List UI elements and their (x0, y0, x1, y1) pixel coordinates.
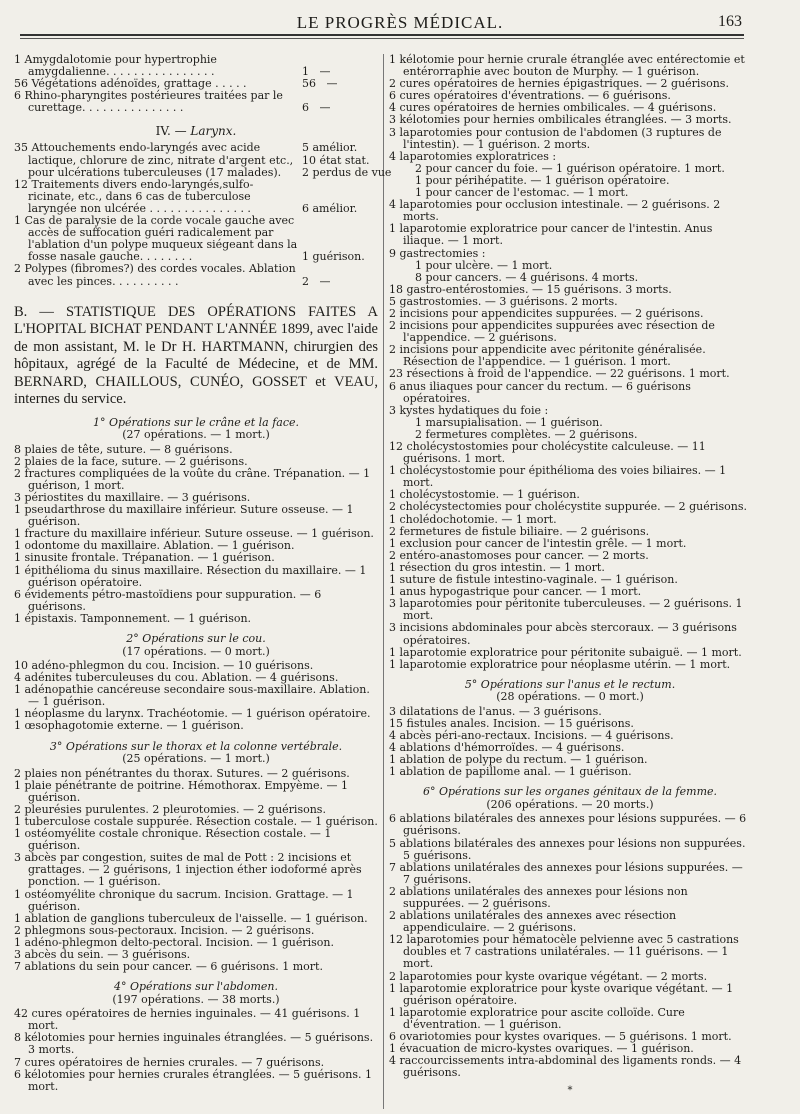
list-item: 3 dilatations de l'anus. — 3 guérisons. (389, 704, 602, 718)
list-item: 1 marsupialisation. — 1 guérison. (415, 415, 603, 429)
section-3-title: 3° Opérations sur le thorax et la colonne vertébrale. (49, 739, 343, 753)
section-1-list (14, 444, 378, 625)
list-item: 1 odontome du maxillaire. Ablation. — 1 guérison. (14, 539, 295, 553)
list-item: 4 laparotomies exploratrices : (389, 149, 557, 163)
section-3-heading (14, 741, 378, 766)
row-text: 56 Végétations adénoïdes, grattage . . . . . (14, 77, 247, 91)
list-item: 2 plaies non pénétrantes du thorax. Sutures. — 2 guérisons. (14, 766, 350, 780)
row-text: 1 Cas de paralysie de la corde vocale gauche avec accès de suffocation guéri radicalement par l'ablation d'un polype muqueux siégeant dans la fosse nasale gauche. . . . . . . . (14, 214, 298, 264)
list-item: 2 entéro-anastomoses pour cancer. — 2 morts. (389, 548, 649, 562)
list-item: 1 résection du gros intestin. — 1 mort. (389, 560, 605, 574)
list-item: 2 cures opératoires de hernies épigastriques. — 2 guérisons. (389, 77, 729, 91)
row-text: 2 Polypes (fibromes?) des cordes vocales. Ablation avec les pinces. . . . . . . . . . (14, 262, 296, 288)
list-item: 1 laparotomie exploratrice pour ascite colloïde. Cure d'éventration. — 1 guérison. (389, 1005, 685, 1031)
row-text: 12 Traitements divers endo-laryngés,sulfo-ricinate, etc., dans 6 cas de tuberculose laryngée non ulcérée . . . . . . . . . . . . . . . (14, 177, 254, 215)
list-item: 2 fermetures complètes. — 2 guérisons. (415, 427, 638, 441)
section-4-list-right (389, 54, 751, 671)
list-item: 3 incisions abdominales pour abcès stercoraux. — 3 guérisons opératoires. (389, 621, 737, 647)
header-rule-thin (20, 38, 744, 39)
list-item: 4 ablations d'hémorroïdes. — 4 guérisons. (389, 741, 625, 755)
list-item: 1 laparotomie exploratrice pour néoplasme utérin. — 1 mort. (389, 657, 731, 671)
row-result: 1 — (302, 65, 331, 79)
column-divider (383, 54, 384, 1109)
section-3-list (14, 768, 378, 974)
list-item: 2 plaies de la face, suture. — 2 guérisons. (14, 454, 248, 468)
row-result: 1 guérison. (302, 250, 365, 264)
list-item: 1 laparotomie exploratrice pour cancer de l'intestin. Anus iliaque. — 1 mort. (389, 222, 713, 248)
list-item: 6 cures opératoires d'éventrations. — 6 guérisons. (389, 89, 671, 103)
list-item: 1 ostéomyélite chronique du sacrum. Incision. Grattage. — 1 guérison. (14, 887, 354, 913)
list-item: 6 ablations bilatérales des annexes pour lésions suppurées. — 6 guérisons. (389, 812, 747, 838)
tabular-row (14, 90, 378, 114)
list-item: 7 ablations unilatérales des annexes pour lésions suppurées. — 7 guérisons. (389, 860, 743, 886)
list-item: 1 ostéomyélite costale chronique. Résection costale. — 1 guérison. (14, 827, 332, 853)
list-item: 2 fractures compliquées de la voûte du crâne. Trépanation. — 1 guérison, 1 mort. (14, 466, 371, 492)
list-item: 6 anus iliaques pour cancer du rectum. — 6 guérisons opératoires. (389, 379, 691, 405)
list-item: 1 laparotomie exploratrice pour péritonite subaiguë. — 1 mort. (389, 645, 742, 659)
list-item: 3 abcès du sein. — 3 guérisons. (14, 947, 191, 961)
larynx-heading-number: IV. — (155, 124, 191, 139)
list-item: 1 épistaxis. Tamponnement. — 1 guérison. (14, 611, 252, 625)
section-6-title: 6° Opérations sur les organes génitaux de la femme. (422, 785, 718, 799)
row-result: 5 amélior. 10 état stat. 2 perdus de vue (302, 141, 392, 179)
list-item: 1 adénopathie cancéreuse secondaire sous-maxillaire. Ablation. — 1 guérison. (14, 683, 370, 709)
list-item: 3 kélotomies pour hernies ombilicales étranglées. — 3 morts. (389, 113, 732, 127)
list-item: 2 fermetures de fistule biliaire. — 2 guérisons. (389, 524, 650, 538)
list-item: 1 néoplasme du larynx. Trachéotomie. — 1 guérison opératoire. (14, 707, 371, 721)
list-item: 2 pour cancer du foie. — 1 guérison opératoire. 1 mort. (415, 161, 725, 175)
list-item: 5 gastrostomies. — 3 guérisons. 2 morts. (389, 294, 618, 308)
tabular-row (14, 263, 378, 287)
section-5-count: (28 opérations. — 0 mort.) (496, 690, 644, 704)
section-2-list (14, 660, 378, 733)
list-item: 12 laparotomies pour hématocèle pelvienne avec 5 castrations doubles et 7 castrations unilatérales. — 11 guérisons. — 1 mort. (389, 933, 739, 971)
tabular-row (14, 141, 392, 179)
list-item: 7 ablations du sein pour cancer. — 6 guérisons. 1 mort. (14, 960, 323, 974)
list-item: 8 kélotomies pour hernies inguinales étranglées. — 5 guérisons. 3 morts. (14, 1031, 374, 1057)
list-item: 10 adéno-phlegmon du cou. Incision. — 10 guérisons. (14, 659, 314, 672)
section-1-count: (27 opérations. — 1 mort.) (122, 428, 270, 442)
page-header (0, 0, 800, 34)
list-item: 4 abcès péri-ano-rectaux. Incisions. — 4 guérisons. (389, 728, 674, 742)
larynx-heading-label: Larynx. (190, 124, 237, 139)
list-item: 4 cures opératoires de hernies ombilicales. — 4 guérisons. (389, 101, 717, 115)
list-item: 3 périostites du maxillaire. — 3 guérisons. (14, 490, 251, 504)
list-item: 5 ablations bilatérales des annexes pour lésions non suppurées. 5 guérisons. (389, 836, 746, 862)
list-item: 2 pleurésies purulentes. 2 pleurotomies. — 2 guérisons. (14, 802, 326, 816)
list-item: 2 phlegmons sous-pectoraux. Incision. — 2 guérisons. (14, 923, 315, 937)
list-item: 1 pour ulcère. — 1 mort. (415, 258, 553, 272)
section-4-heading (14, 981, 378, 1006)
list-item: 1 évacuation de micro-kystes ovariques. — 1 guérison. (389, 1042, 694, 1056)
list-item: 2 cholécystectomies pour cholécystite suppurée. — 2 guérisons. (389, 500, 747, 514)
section-2-title: 2° Opérations sur le cou. (126, 632, 266, 645)
row-text: 6 Rhino-pharyngites postérieures traitées par le curettage. . . . . . . . . . . . . . . (14, 89, 283, 115)
row-text: 35 Attouchements endo-laryngés avec acide lactique, chlorure de zinc, nitrate d'argent etc., pour ulcérations tuberculeuses (17 malades). (14, 141, 294, 179)
list-item: 7 cures opératoires de hernies crurales. — 7 guérisons. (14, 1055, 325, 1069)
list-item: 1 cholédochotomie. — 1 mort. (389, 512, 557, 526)
list-item: 1 ablation de polype du rectum. — 1 guérison. (389, 753, 648, 767)
list-item: 12 cholécystostomies pour cholécystite calculeuse. — 11 guérisons. 1 mort. (389, 440, 706, 466)
tabular-row (14, 54, 378, 78)
section-5-list (389, 706, 751, 779)
nose-treatments-list (14, 54, 378, 114)
list-item: 1 adéno-phlegmon delto-pectoral. Incision. — 1 guérison. (14, 935, 334, 949)
list-item: 9 gastrectomies : (389, 246, 486, 260)
list-item: 23 résections à froid de l'appendice. — 22 guérisons. 1 mort. (389, 367, 730, 381)
section-6-heading (389, 786, 751, 811)
section-6-list (389, 813, 751, 1079)
section-4-title: 4° Opérations sur l'abdomen. (114, 980, 278, 994)
list-item: 2 incisions pour appendicites suppurées. — 2 guérisons. (389, 306, 704, 320)
section-5-heading (389, 679, 751, 704)
list-item: 6 évidements pétro-mastoïdiens pour suppuration. — 6 guérisons. (14, 587, 322, 613)
list-item: 4 raccourcissements intra-abdominal des ligaments ronds. — 4 guérisons. (389, 1054, 742, 1080)
list-item: 8 pour cancers. — 4 guérisons. 4 morts. (415, 270, 639, 284)
list-item: 1 cholécystostomie. — 1 guérison. (389, 488, 580, 502)
list-item: 3 laparotomies pour péritonite tuberculeuses. — 2 guérisons. 1 mort. (389, 597, 743, 623)
section-4-list-left (14, 1008, 378, 1093)
larynx-heading (14, 124, 378, 138)
list-item: 2 laparotomies pour kyste ovarique végétant. — 2 morts. (389, 969, 708, 983)
list-item: 1 exclusion pour cancer de l'intestin grêle. — 1 mort. (389, 536, 687, 550)
journal-title: LE PROGRÈS MÉDICAL. (296, 13, 504, 32)
list-item: 2 incisions pour appendicites suppurées avec résection de l'appendice. — 2 guérisons. (389, 319, 715, 345)
left-column (14, 53, 392, 1093)
row-result: 56 — (302, 77, 338, 91)
list-item: 1 œsophagotomie externe. — 1 guérison. (14, 719, 244, 733)
list-item: 3 abcès par congestion, suites de mal de Pott : 2 incisions et grattages. — 2 guérisons, 1 injection éther iodoformé après ponction. — 1 guérison. (14, 851, 362, 889)
list-item: 1 suture de fistule intestino-vaginale. — 1 guérison. (389, 573, 678, 587)
list-item: 18 gastro-entérostomies. — 15 guérisons. 3 morts. (389, 282, 672, 296)
row-result: 2 — (302, 274, 331, 288)
list-item: 4 laparotomies pour occlusion intestinale. — 2 guérisons. 2 morts. (389, 198, 721, 224)
section-4-count: (197 opérations. — 38 morts.) (112, 992, 280, 1006)
list-item: 8 plaies de tête, suture. — 8 guérisons. (14, 442, 233, 456)
list-item: 6 ovariotomies pour kystes ovariques. — 5 guérisons. 1 mort. (389, 1030, 732, 1044)
list-item: 1 fracture du maxillaire inférieur. Suture osseuse. — 1 guérison. (14, 527, 374, 541)
row-result: 6 amélior. (302, 201, 358, 215)
list-item: 1 laparotomie exploratrice pour kyste ovarique végétant. — 1 guérison opératoire. (389, 981, 734, 1007)
list-item: 1 sinusite frontale. Trépanation. — 1 guérison. (14, 551, 275, 565)
section-1-title: 1° Opérations sur le crâne et la face. (92, 415, 300, 429)
list-item: 1 pseudarthrose du maxillaire inférieur. Suture osseuse. — 1 guérison. (14, 503, 354, 529)
list-item: 42 cures opératoires de hernies inguinales. — 41 guérisons. 1 mort. (14, 1007, 361, 1033)
list-item: 2 incisions pour appendicite avec péritonite généralisée. Résection de l'appendice. — 1 guérison. 1 mort. (389, 343, 706, 369)
list-item: 4 adénites tuberculeuses du cou. Ablation. — 4 guérisons. (14, 671, 339, 685)
list-item: 1 tuberculose costale suppurée. Résection costale. — 1 guérison. (14, 814, 378, 828)
section-5-title: 5° Opérations sur l'anus et le rectum. (464, 677, 676, 691)
larynx-treatments-list (14, 141, 392, 288)
row-result: 6 — (302, 101, 331, 115)
list-item: 1 anus hypogastrique pour cancer. — 1 mort. (389, 585, 642, 599)
section-1-heading (14, 417, 378, 442)
section-2-count: (17 opérations. — 0 mort.) (122, 644, 270, 658)
section-2-heading (14, 633, 378, 658)
list-item: 1 cholécystostomie pour épithélioma des voies biliaires. — 1 mort. (389, 464, 727, 490)
list-item: 2 ablations unilatérales des annexes pour lésions non suppurées. — 2 guérisons. (389, 884, 688, 910)
list-item: 1 ablation de ganglions tuberculeux de l'aisselle. — 1 guérison. (14, 911, 368, 925)
section-3-count: (25 opérations. — 1 mort.) (122, 752, 270, 766)
list-item: 1 pour cancer de l'estomac. — 1 mort. (415, 186, 629, 200)
list-item: 2 ablations unilatérales des annexes avec résection appendiculaire. — 2 guérisons. (389, 909, 677, 935)
list-item: 1 pour périhépatite. — 1 guérison opératoire. (415, 173, 670, 187)
statistics-paragraph: B. — STATISTIQUE DES OPÉRATIONS FAITES A L'HOPITAL BICHAT PENDANT L'ANNÉE 1899, avec l'aide de mon assistant, M. le Dr H. HARTMANN, chirurgien des hôpitaux, agrégé de la Faculté de Médecine, et de MM. BERNARD, CHAILLOUS, CUNÉO, GOSSET et VEAU, internes du service. (14, 303, 378, 408)
tabular-row (14, 179, 378, 215)
end-mark: * (567, 1085, 573, 1097)
list-item: 6 kélotomies pour hernies crurales étranglées. — 5 guérisons. 1 mort. (14, 1067, 372, 1093)
list-item: 1 ablation de papillome anal. — 1 guérison. (389, 765, 632, 779)
row-text: 1 Amygdalotomie pour hypertrophie amygdalienne. . . . . . . . . . . . . . . . (14, 53, 217, 79)
list-item: 1 kélotomie pour hernie crurale étranglée avec entérectomie et entérorraphie avec bouton de Murphy. — 1 guérison. (389, 53, 745, 79)
list-item: 3 kystes hydatiques du foie : (389, 403, 549, 417)
page-number: 163 (718, 13, 742, 30)
tabular-row (14, 215, 378, 263)
list-item: 1 épithélioma du sinus maxillaire. Résection du maxillaire. — 1 guérison opératoire. (14, 563, 367, 589)
header-rule (20, 34, 744, 36)
list-item: 15 fistules anales. Incision. — 15 guérisons. (389, 716, 634, 730)
list-item: 1 plaie pénétrante de poitrine. Hémothorax. Empyème. — 1 guérison. (14, 778, 348, 804)
list-item: 3 laparotomies pour contusion de l'abdomen (3 ruptures de l'intestin). — 1 guérison. 2 morts. (389, 125, 722, 151)
right-column (389, 54, 751, 1096)
section-6-count: (206 opérations. — 20 morts.) (486, 797, 654, 811)
